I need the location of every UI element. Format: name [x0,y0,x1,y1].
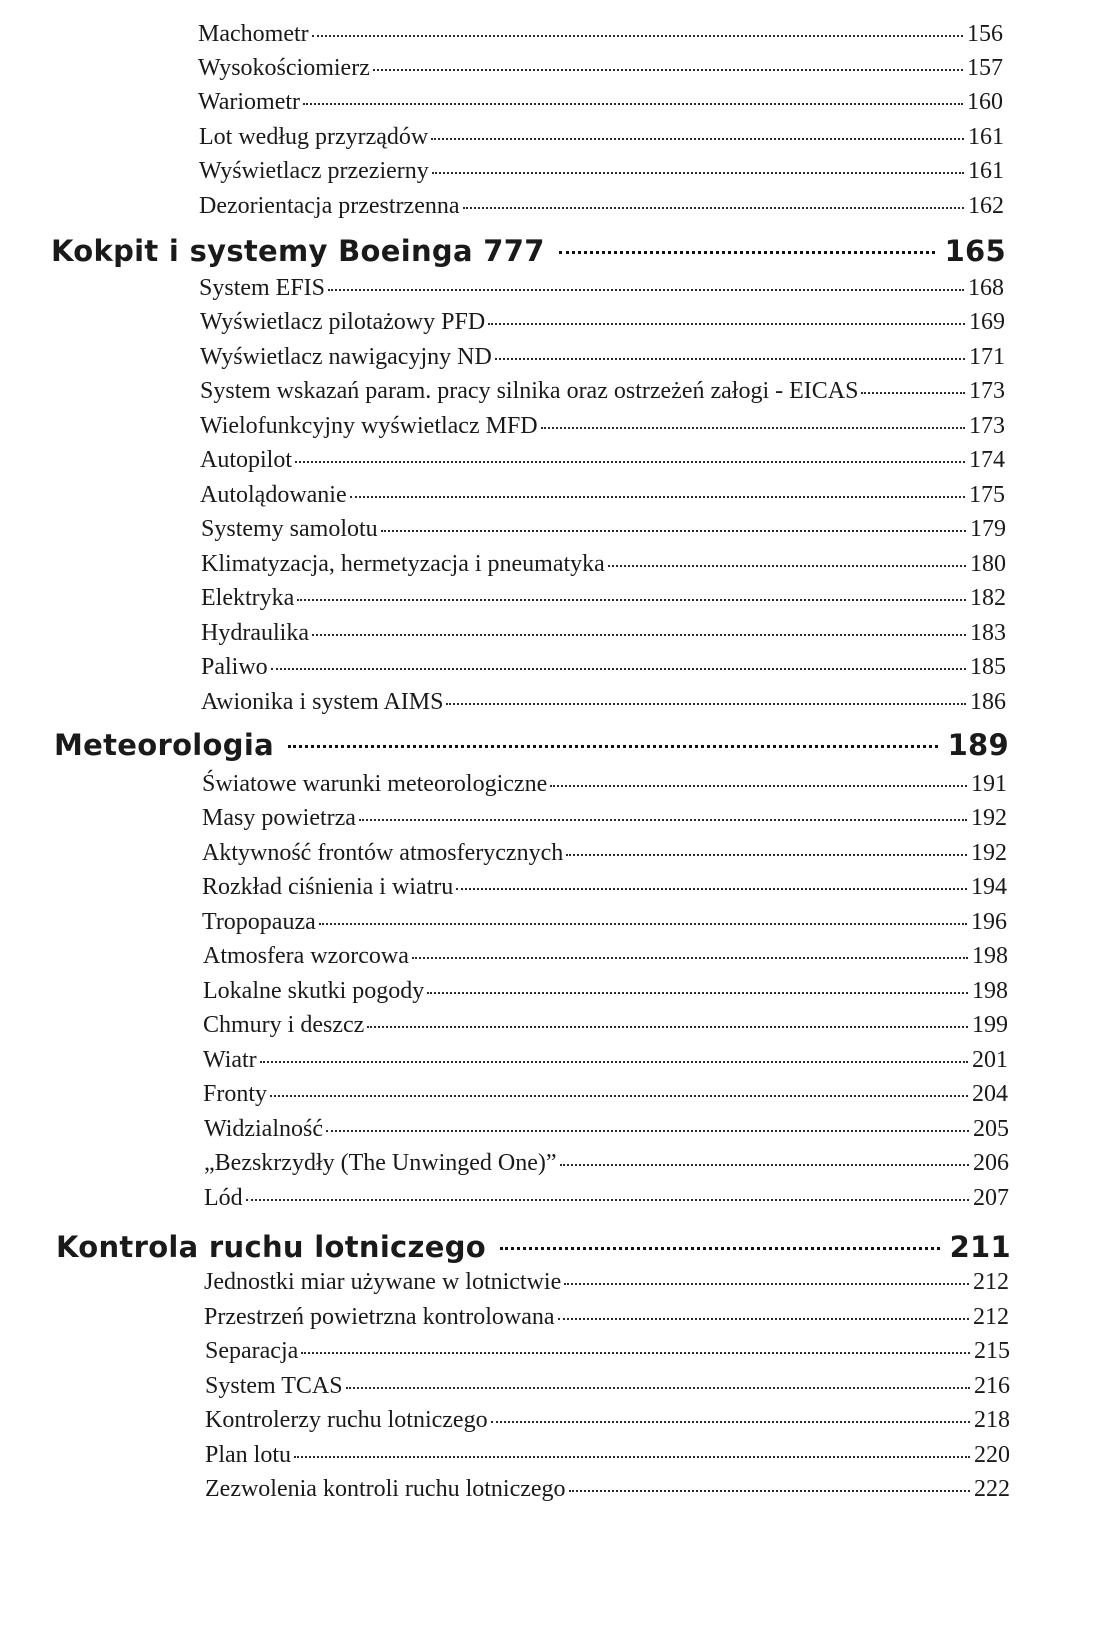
dot-leader [303,103,963,105]
toc-entry [203,1078,1008,1110]
dot-leader [427,992,968,994]
section-title: Wiatr [203,1047,257,1073]
page-number: 161 [968,158,1004,184]
page-number: 206 [973,1150,1009,1176]
chapter-title: Kokpit i systemy Boeinga 777 [51,234,545,268]
toc-chapter-entry [54,725,1009,765]
toc-entry [205,1404,1010,1436]
dot-leader [373,69,963,71]
toc-entry [202,768,1007,800]
dot-leader [301,1352,970,1354]
section-title: Awionika i system AIMS [201,689,444,715]
section-title: Przestrzeń powietrzna kontrolowana [204,1304,555,1330]
page-number: 180 [970,551,1006,577]
page-number: 194 [971,874,1007,900]
section-title: Tropopauza [202,909,316,935]
page-number: 189 [947,728,1009,762]
section-title: Rozkład ciśnienia i wiatru [202,874,454,900]
section-title: „Bezskrzydły (The Unwinged One)” [204,1150,557,1176]
section-title: Klimatyzacja, hermetyzacja i pneumatyka [201,551,605,577]
section-title: Wariometr [198,89,301,115]
dot-leader [432,172,964,174]
page-number: 218 [974,1407,1010,1433]
page-number: 207 [973,1185,1009,1211]
toc-entry [202,802,1007,834]
toc-entry [204,1301,1009,1333]
dot-leader [558,1318,969,1320]
section-title: System EFIS [199,275,326,301]
toc-entry [203,1009,1008,1041]
dot-leader [550,785,967,787]
section-title: Separacja [205,1338,299,1364]
toc-entry [202,871,1007,903]
dot-leader [569,1490,970,1492]
toc-entry [201,513,1006,545]
dot-leader [608,565,966,567]
dot-leader [500,1247,940,1250]
section-title: Wielofunkcyjny wyświetlacz MFD [200,413,538,439]
toc-entry [200,341,1005,373]
page-number: 196 [971,909,1007,935]
page-number: 191 [971,771,1007,797]
dot-leader [297,599,966,601]
dot-leader [295,461,965,463]
toc-entry [201,686,1006,718]
dot-leader [541,427,965,429]
section-title: Atmosfera wzorcowa [203,943,409,969]
dot-leader [312,634,966,636]
page-number: 205 [973,1116,1009,1142]
page-number: 192 [971,840,1007,866]
toc-entry [205,1335,1010,1367]
toc-entry [205,1439,1010,1471]
section-title: Plan lotu [205,1442,292,1468]
page-number: 198 [972,943,1008,969]
page-number: 179 [970,516,1006,542]
toc-entry [201,582,1006,614]
page-number: 215 [974,1338,1010,1364]
dot-leader [367,1026,968,1028]
page-number: 162 [968,193,1004,219]
page-number: 211 [949,1230,1011,1264]
toc-entry [205,1473,1010,1505]
page-number: 198 [972,978,1008,1004]
section-title: Jednostki miar używane w lotnictwie [204,1269,562,1295]
dot-leader [346,1387,970,1389]
section-title: Hydraulika [201,620,309,646]
section-title: Masy powietrza [202,805,356,831]
toc-entry [202,906,1007,938]
toc-entry [200,444,1005,476]
page-number: 212 [973,1269,1009,1295]
section-title: System TCAS [205,1373,343,1399]
dot-leader [328,289,964,291]
dot-leader [495,358,965,360]
dot-leader [260,1061,968,1063]
toc-entry [204,1147,1009,1179]
section-title: Paliwo [201,654,268,680]
toc-entry [199,190,1004,222]
dot-leader [350,496,965,498]
section-title: Wyświetlacz przezierny [199,158,429,184]
section-title: Wyświetlacz pilotażowy PFD [200,309,486,335]
dot-leader [861,392,965,394]
chapter-title: Meteorologia [54,728,274,762]
dot-leader [412,957,968,959]
section-title: Lód [204,1185,243,1211]
page-number: 173 [969,413,1005,439]
page-number: 161 [968,124,1004,150]
toc-entry [203,1044,1008,1076]
page-number: 185 [970,654,1006,680]
page-number: 216 [974,1373,1010,1399]
chapter-title: Kontrola ruchu lotniczego [56,1230,486,1264]
section-title: Systemy samolotu [201,516,378,542]
toc-entry [201,617,1006,649]
toc-entry [200,410,1005,442]
page-number: 201 [972,1047,1008,1073]
dot-leader [246,1199,969,1201]
toc-entry [199,155,1004,187]
dot-leader [326,1130,969,1132]
page-number: 157 [967,55,1003,81]
page-number: 174 [969,447,1005,473]
dot-leader [491,1421,970,1423]
page-number: 220 [974,1442,1010,1468]
toc-entry [203,975,1008,1007]
page-number: 168 [968,275,1004,301]
dot-leader [288,745,938,748]
dot-leader [294,1456,970,1458]
page-number: 165 [944,234,1006,268]
toc-chapter-entry [56,1227,1011,1267]
page-number: 192 [971,805,1007,831]
section-title: Zezwolenia kontroli ruchu lotniczego [205,1476,566,1502]
section-title: Lot według przyrządów [199,124,429,150]
dot-leader [312,35,963,37]
toc-entry [200,375,1005,407]
dot-leader [463,207,965,209]
dot-leader [456,888,967,890]
section-title: Machometr [198,21,309,47]
section-title: Dezorientacja przestrzenna [199,193,460,219]
toc-entry [199,121,1004,153]
dot-leader [270,1095,968,1097]
page-number: 222 [974,1476,1010,1502]
page-number: 171 [969,344,1005,370]
dot-leader [381,530,966,532]
page-number: 182 [970,585,1006,611]
page-number: 186 [970,689,1006,715]
page-number: 183 [970,620,1006,646]
section-title: Aktywność frontów atmosferycznych [202,840,564,866]
section-title: Światowe warunki meteorologiczne [202,771,548,797]
dot-leader [431,138,964,140]
section-title: Lokalne skutki pogody [203,978,425,1004]
page-number: 169 [969,309,1005,335]
toc-entry [198,52,1003,84]
page-number: 212 [973,1304,1009,1330]
page-number: 175 [969,482,1005,508]
page-number: 156 [967,21,1003,47]
toc-entry [200,306,1005,338]
section-title: Wysokościomierz [198,55,370,81]
section-title: Widzialność [204,1116,323,1142]
dot-leader [559,251,935,254]
toc-entry [201,548,1006,580]
toc-entry [199,272,1004,304]
page-number: 173 [969,378,1005,404]
toc-entry [205,1370,1010,1402]
toc-entry [204,1113,1009,1145]
section-title: System wskazań param. pracy silnika oraz ostrzeżeń załogi - EICAS [200,378,859,404]
toc-entry [204,1266,1009,1298]
toc-entry [198,86,1003,118]
section-title: Chmury i deszcz [203,1012,365,1038]
toc-entry [203,940,1008,972]
dot-leader [566,854,967,856]
toc-entry [202,837,1007,869]
toc-chapter-entry [51,231,1006,271]
dot-leader [319,923,967,925]
dot-leader [488,323,965,325]
dot-leader [446,703,966,705]
dot-leader [271,668,966,670]
section-title: Wyświetlacz nawigacyjny ND [200,344,492,370]
section-title: Autolądowanie [200,482,347,508]
section-title: Kontrolerzy ruchu lotniczego [205,1407,488,1433]
page-number: 204 [972,1081,1008,1107]
section-title: Elektryka [201,585,295,611]
toc-entry [200,479,1005,511]
page-number: 199 [972,1012,1008,1038]
dot-leader [359,819,967,821]
toc-entry [201,651,1006,683]
section-title: Fronty [203,1081,268,1107]
page-number: 160 [967,89,1003,115]
section-title: Autopilot [200,447,293,473]
dot-leader [560,1164,969,1166]
toc-entry [198,18,1003,50]
dot-leader [564,1283,969,1285]
toc-entry [204,1182,1009,1214]
